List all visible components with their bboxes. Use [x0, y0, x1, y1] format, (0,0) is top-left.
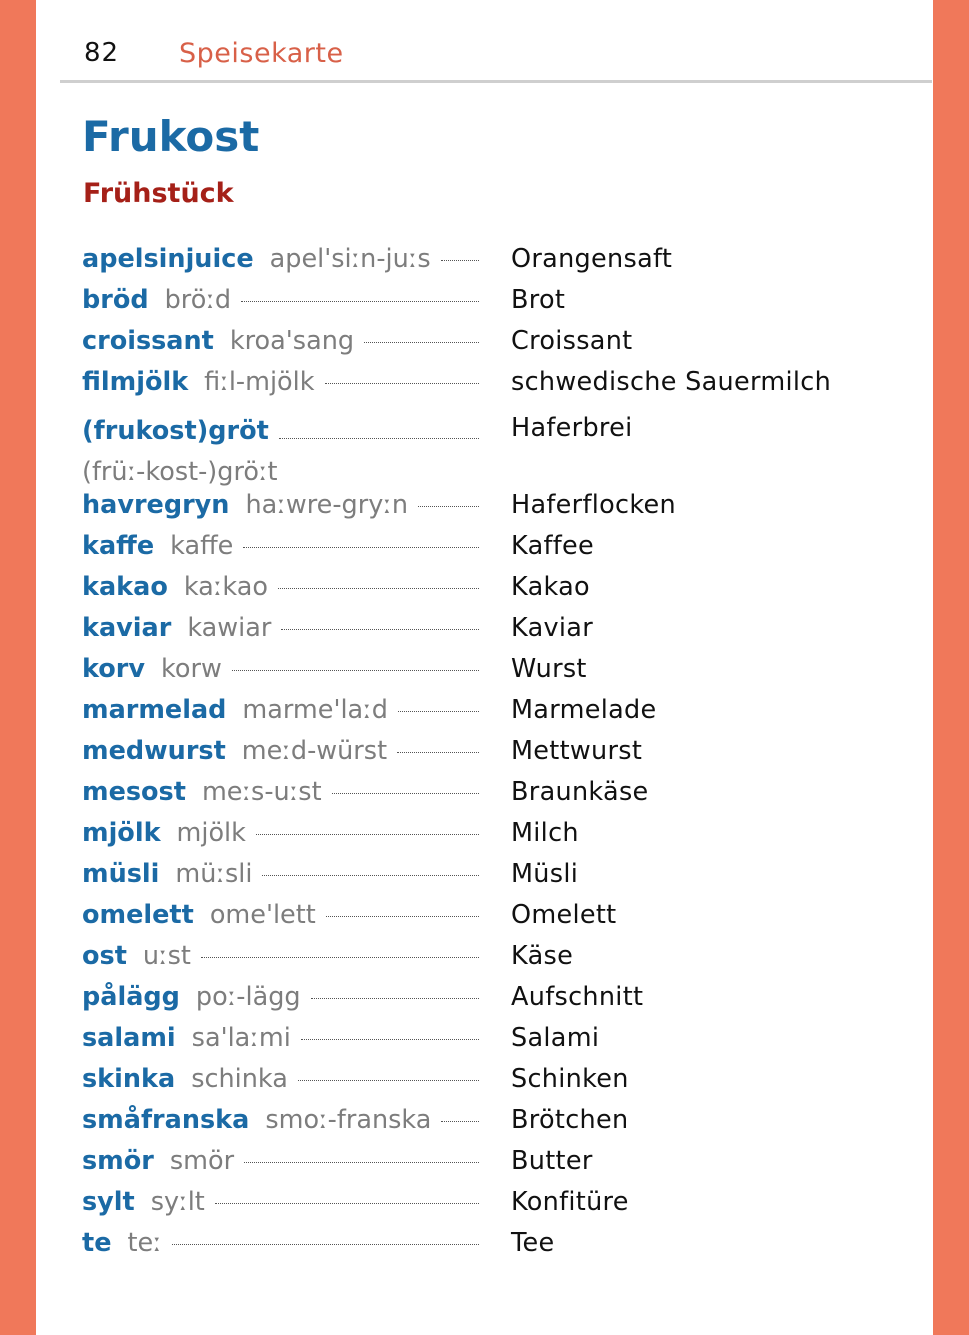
- vocabulary-entry: [82, 1023, 912, 1064]
- entry-source: [82, 490, 479, 520]
- left-color-band: [0, 0, 36, 1335]
- german-translation: Haferflocken: [511, 490, 676, 520]
- dotted-leader: [256, 834, 479, 835]
- entry-source: [82, 326, 479, 356]
- vocabulary-entry: [82, 244, 912, 285]
- entry-source: [82, 244, 479, 274]
- swedish-word: bröd: [82, 285, 149, 315]
- dotted-leader: [301, 1039, 479, 1040]
- swedish-word: kaffe: [82, 531, 155, 561]
- entry-source: [82, 572, 479, 602]
- german-translation: schwedische Sauermilch: [511, 367, 832, 397]
- swedish-word: kakao: [82, 572, 168, 602]
- german-translation: Butter: [511, 1146, 593, 1176]
- german-translation: Müsli: [511, 859, 579, 889]
- german-translation: Salami: [511, 1023, 600, 1053]
- vocabulary-entry: [82, 490, 912, 531]
- vocabulary-entry: [82, 1146, 912, 1187]
- dotted-leader: [332, 793, 479, 794]
- pronunciation: marme'laːd: [242, 695, 388, 725]
- entry-source: [82, 941, 479, 971]
- swedish-word: müsli: [82, 859, 160, 889]
- dotted-leader: [398, 711, 479, 712]
- german-translation: Wurst: [511, 654, 587, 684]
- pronunciation: uːst: [142, 941, 191, 971]
- german-translation: Haferbrei: [511, 413, 633, 443]
- dotted-leader: [201, 957, 479, 958]
- vocabulary-entry: [82, 736, 912, 777]
- entry-source: [82, 408, 479, 493]
- vocabulary-entry: [82, 613, 912, 654]
- vocabulary-entry: [82, 326, 912, 367]
- swedish-word: filmjölk: [82, 367, 189, 397]
- dotted-leader: [441, 1121, 479, 1122]
- german-translation: Milch: [511, 818, 579, 848]
- swedish-word: mjölk: [82, 818, 161, 848]
- pronunciation: haːwre-gryːn: [245, 490, 409, 520]
- pronunciation: poː-lägg: [195, 982, 301, 1012]
- swedish-word: te: [82, 1228, 112, 1258]
- pronunciation: teː: [127, 1228, 162, 1258]
- german-translation: Käse: [511, 941, 574, 971]
- german-translation: Mettwurst: [511, 736, 643, 766]
- pronunciation: schinka: [191, 1064, 288, 1094]
- swedish-word: ost: [82, 941, 127, 971]
- dotted-leader: [244, 1162, 479, 1163]
- swedish-word: korv: [82, 654, 145, 684]
- entry-source: [82, 654, 479, 684]
- vocabulary-entry: [82, 572, 912, 613]
- page-header: [84, 34, 932, 74]
- swedish-word: småfranska: [82, 1105, 250, 1135]
- swedish-word: omelett: [82, 900, 194, 930]
- entry-source: [82, 285, 479, 315]
- dotted-leader: [172, 1244, 479, 1245]
- pronunciation: mjölk: [176, 818, 246, 848]
- pronunciation: fiːl-mjölk: [204, 367, 315, 397]
- vocabulary-entry: [82, 408, 912, 490]
- dotted-leader: [243, 547, 479, 548]
- right-color-band: [933, 0, 969, 1335]
- entry-source: [82, 818, 479, 848]
- vocabulary-entry: [82, 1228, 912, 1269]
- entry-source: [82, 1105, 479, 1135]
- pronunciation: meːs-uːst: [201, 777, 322, 807]
- entry-source: [82, 695, 479, 725]
- swedish-word: skinka: [82, 1064, 176, 1094]
- entry-source: [82, 367, 479, 397]
- swedish-word: (frukost)gröt: [82, 416, 269, 446]
- page-number: 82: [84, 38, 120, 68]
- german-translation: Marmelade: [511, 695, 657, 725]
- swedish-word: marmelad: [82, 695, 227, 725]
- pronunciation: smör: [169, 1146, 235, 1176]
- german-translation: Braunkäse: [511, 777, 649, 807]
- vocabulary-entry: [82, 1187, 912, 1228]
- dotted-leader: [278, 588, 479, 589]
- dotted-leader: [418, 506, 479, 507]
- section-subtitle: Frühstück: [83, 178, 234, 209]
- vocabulary-entry: [82, 654, 912, 695]
- entry-source: [82, 531, 479, 561]
- pronunciation: kaffe: [170, 531, 234, 561]
- entry-source: [82, 1187, 479, 1217]
- dotted-leader: [279, 438, 479, 439]
- pronunciation: korw: [161, 654, 222, 684]
- pronunciation: apel'siːn-juːs: [269, 244, 431, 274]
- german-translation: Schinken: [511, 1064, 629, 1094]
- dotted-leader: [241, 301, 479, 302]
- pronunciation: kroa'sang: [229, 326, 355, 356]
- dotted-leader: [325, 383, 480, 384]
- entry-source: [82, 1146, 479, 1176]
- german-translation: Kakao: [511, 572, 590, 602]
- vocabulary-entry: [82, 1064, 912, 1105]
- pronunciation: kaːkao: [183, 572, 268, 602]
- running-title: Speisekarte: [179, 38, 344, 69]
- dotted-leader: [364, 342, 479, 343]
- german-translation: Konfitüre: [511, 1187, 629, 1217]
- swedish-word: mesost: [82, 777, 186, 807]
- pronunciation: syːlt: [150, 1187, 205, 1217]
- german-translation: Omelett: [511, 900, 617, 930]
- pronunciation: meːd-würst: [241, 736, 388, 766]
- dotted-leader: [232, 670, 479, 671]
- entry-source: [82, 900, 479, 930]
- vocabulary-list: [82, 244, 912, 1269]
- swedish-word: pålägg: [82, 982, 180, 1012]
- entry-source: [82, 777, 479, 807]
- pronunciation: (früː-kost-)gröːt: [82, 457, 278, 487]
- entry-source: [82, 1023, 479, 1053]
- pronunciation: müːsli: [175, 859, 253, 889]
- entry-source: [82, 982, 479, 1012]
- swedish-word: kaviar: [82, 613, 172, 643]
- dotted-leader: [262, 875, 479, 876]
- entry-source: [82, 1228, 479, 1258]
- german-translation: Kaffee: [511, 531, 595, 561]
- german-translation: Tee: [511, 1228, 555, 1258]
- pronunciation: smoː-franska: [265, 1105, 432, 1135]
- pronunciation: bröːd: [164, 285, 232, 315]
- entry-source: [82, 1064, 479, 1094]
- german-translation: Kaviar: [511, 613, 593, 643]
- german-translation: Aufschnitt: [511, 982, 644, 1012]
- dotted-leader: [326, 916, 479, 917]
- entry-source: [82, 736, 479, 766]
- dotted-leader: [215, 1203, 479, 1204]
- pronunciation: ome'lett: [209, 900, 316, 930]
- dotted-leader: [281, 629, 479, 630]
- vocabulary-entry: [82, 285, 912, 326]
- vocabulary-entry: [82, 531, 912, 572]
- swedish-word: salami: [82, 1023, 176, 1053]
- vocabulary-entry: [82, 695, 912, 736]
- vocabulary-entry: [82, 941, 912, 982]
- vocabulary-entry: [82, 367, 912, 408]
- vocabulary-entry: [82, 1105, 912, 1146]
- section-title: Frukost: [82, 112, 260, 161]
- dotted-leader: [311, 998, 479, 999]
- german-translation: Croissant: [511, 326, 633, 356]
- swedish-word: apelsinjuice: [82, 244, 254, 274]
- german-translation: Brot: [511, 285, 566, 315]
- german-translation: Brötchen: [511, 1105, 629, 1135]
- vocabulary-entry: [82, 859, 912, 900]
- swedish-word: havregryn: [82, 490, 230, 520]
- german-translation: Orangensaft: [511, 244, 673, 274]
- swedish-word: croissant: [82, 326, 214, 356]
- vocabulary-entry: [82, 982, 912, 1023]
- swedish-word: sylt: [82, 1187, 135, 1217]
- dotted-leader: [298, 1080, 479, 1081]
- vocabulary-entry: [82, 818, 912, 859]
- swedish-word: medwurst: [82, 736, 226, 766]
- entry-source: [82, 613, 479, 643]
- entry-source: [82, 859, 479, 889]
- pronunciation: kawiar: [187, 613, 272, 643]
- vocabulary-entry: [82, 777, 912, 818]
- pronunciation: sa'laːmi: [191, 1023, 291, 1053]
- dotted-leader: [441, 260, 479, 261]
- header-divider: [60, 80, 932, 83]
- vocabulary-entry: [82, 900, 912, 941]
- swedish-word: smör: [82, 1146, 154, 1176]
- dotted-leader: [397, 752, 479, 753]
